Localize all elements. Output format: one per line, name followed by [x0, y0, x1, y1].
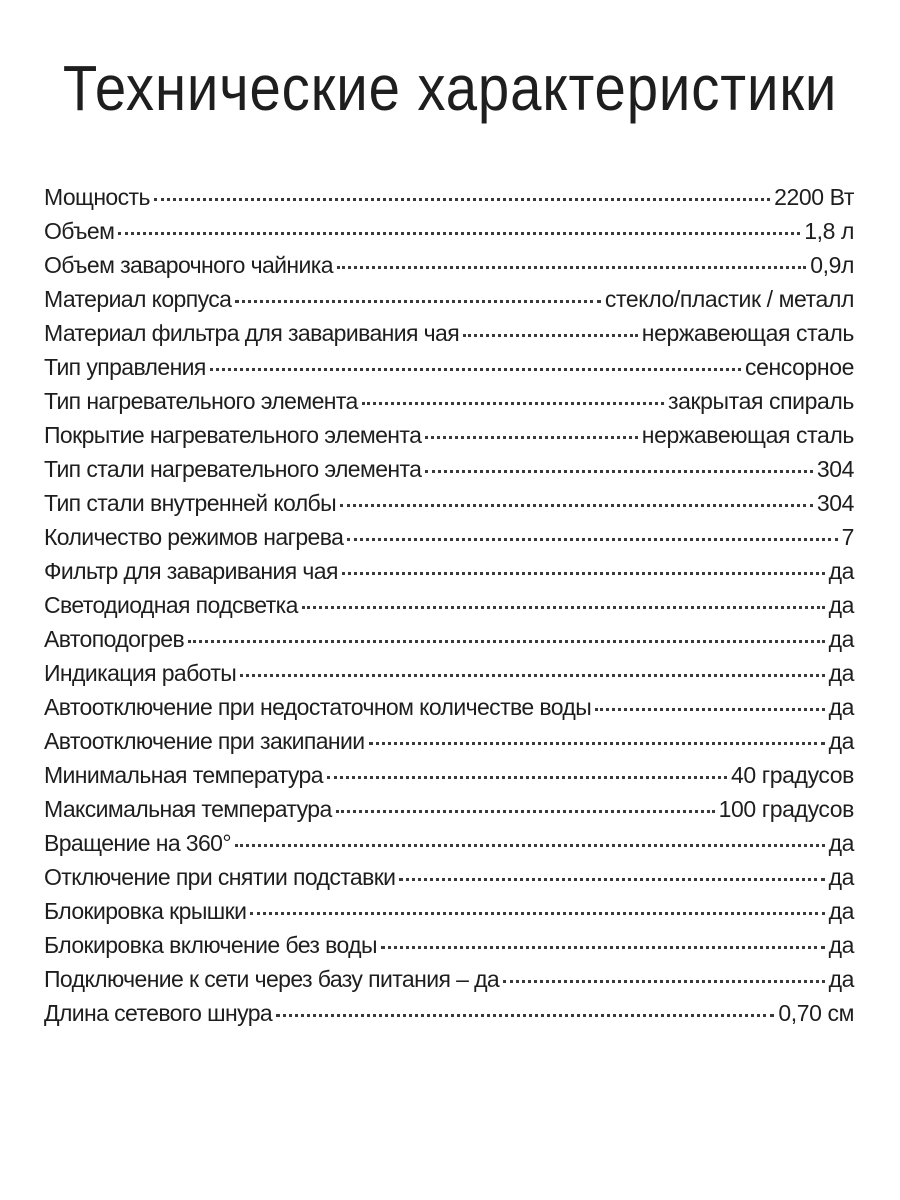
spec-value: да	[828, 728, 854, 754]
spec-label: Длина сетевого шнура	[44, 1000, 273, 1026]
spec-row-heating-element-type	[44, 384, 854, 418]
dot-leader	[369, 741, 825, 745]
dot-leader	[347, 537, 837, 541]
spec-label: Фильтр для заваривания чая	[44, 558, 338, 584]
spec-row-max-temperature	[44, 792, 854, 826]
spec-value: да	[828, 660, 854, 686]
spec-value: да	[828, 966, 854, 992]
spec-value: да	[828, 558, 854, 584]
spec-row-led-backlight	[44, 588, 854, 622]
spec-row-heating-element-steel	[44, 452, 854, 486]
spec-row-operation-indicator	[44, 656, 854, 690]
spec-row-cord-length	[44, 996, 854, 1030]
spec-label: Объем	[44, 218, 115, 244]
spec-row-base-removal-shutoff	[44, 860, 854, 894]
spec-value: 0,9л	[810, 252, 854, 278]
spec-row-low-water-shutoff	[44, 690, 854, 724]
spec-label: Количество режимов нагрева	[44, 524, 344, 550]
spec-value: стекло/пластик / металл	[604, 286, 854, 312]
spec-label: Отключение при снятии подставки	[44, 864, 396, 890]
spec-row-lid-lock	[44, 894, 854, 928]
spec-value: закрытая спираль	[667, 388, 854, 414]
dot-leader	[425, 435, 638, 439]
spec-label: Тип стали нагревательного элемента	[44, 456, 422, 482]
spec-label: Автоотключение при закипании	[44, 728, 365, 754]
dot-leader	[235, 299, 601, 303]
dot-leader	[302, 605, 825, 609]
spec-row-tea-filter	[44, 554, 854, 588]
spec-row-keep-warm	[44, 622, 854, 656]
dot-leader	[425, 469, 812, 473]
spec-row-heating-element-coating	[44, 418, 854, 452]
spec-value: 304	[816, 490, 854, 516]
dot-leader	[381, 945, 825, 949]
spec-row-body-material	[44, 282, 854, 316]
spec-label: Тип нагревательного элемента	[44, 388, 358, 414]
spec-label: Покрытие нагревательного элемента	[44, 422, 422, 448]
dot-leader	[240, 673, 824, 677]
dot-leader	[337, 265, 806, 269]
spec-row-dry-start-lock	[44, 928, 854, 962]
spec-label: Тип управления	[44, 354, 206, 380]
dot-leader	[118, 231, 800, 235]
spec-value: 304	[816, 456, 854, 482]
spec-label: Материал корпуса	[44, 286, 232, 312]
spec-label: Материал фильтра для заваривания чая	[44, 320, 460, 346]
spec-value: 100 градусов	[718, 796, 854, 822]
spec-row-power-base-connection	[44, 962, 854, 996]
dot-leader	[327, 775, 727, 779]
dot-leader	[188, 639, 825, 643]
dot-leader	[342, 571, 825, 575]
spec-value: да	[828, 864, 854, 890]
spec-label: Светодиодная подсветка	[44, 592, 298, 618]
dot-leader	[336, 809, 715, 813]
spec-label: Минимальная температура	[44, 762, 323, 788]
spec-value: да	[828, 694, 854, 720]
dot-leader	[276, 1013, 774, 1017]
spec-row-filter-material	[44, 316, 854, 350]
dot-leader	[362, 401, 664, 405]
dot-leader	[463, 333, 638, 337]
spec-row-control-type	[44, 350, 854, 384]
spec-list	[44, 180, 854, 1030]
spec-label: Тип стали внутренней колбы	[44, 490, 337, 516]
dot-leader	[235, 843, 825, 847]
spec-value: 40 градусов	[731, 762, 854, 788]
dot-leader	[250, 911, 824, 915]
spec-label: Максимальная температура	[44, 796, 332, 822]
spec-value: да	[828, 626, 854, 652]
dot-leader	[210, 367, 741, 371]
spec-label: Индикация работы	[44, 660, 237, 686]
spec-label: Автоподогрев	[44, 626, 185, 652]
spec-value: 2200 Вт	[774, 184, 854, 210]
spec-label: Мощность	[44, 184, 150, 210]
dot-leader	[503, 979, 824, 983]
dot-leader	[595, 707, 824, 711]
spec-row-heating-modes	[44, 520, 854, 554]
spec-value: нержавеющая сталь	[641, 320, 854, 346]
spec-row-min-temperature	[44, 758, 854, 792]
spec-row-volume	[44, 214, 854, 248]
spec-value: сенсорное	[744, 354, 854, 380]
spec-label: Подключение к сети через базу питания – да	[44, 966, 500, 992]
spec-row-teapot-volume	[44, 248, 854, 282]
spec-label: Объем заварочного чайника	[44, 252, 333, 278]
dot-leader	[340, 503, 813, 507]
page-title: Технические характеристики	[62, 52, 838, 124]
dot-leader	[399, 877, 824, 881]
spec-label: Вращение на 360°	[44, 830, 231, 856]
spec-value: да	[828, 592, 854, 618]
spec-row-boil-shutoff	[44, 724, 854, 758]
spec-value: 1,8 л	[804, 218, 854, 244]
spec-value: да	[828, 898, 854, 924]
spec-value: да	[828, 830, 854, 856]
spec-value: нержавеющая сталь	[641, 422, 854, 448]
spec-label: Блокировка крышки	[44, 898, 247, 924]
spec-value: да	[828, 932, 854, 958]
dot-leader	[154, 197, 770, 201]
spec-row-power	[44, 180, 854, 214]
spec-label: Автоотключение при недостаточном количестве воды	[44, 694, 592, 720]
spec-value: 0,70 см	[778, 1000, 854, 1026]
spec-row-rotation	[44, 826, 854, 860]
spec-label: Блокировка включение без воды	[44, 932, 377, 958]
spec-row-flask-steel	[44, 486, 854, 520]
spec-value: 7	[841, 524, 854, 550]
